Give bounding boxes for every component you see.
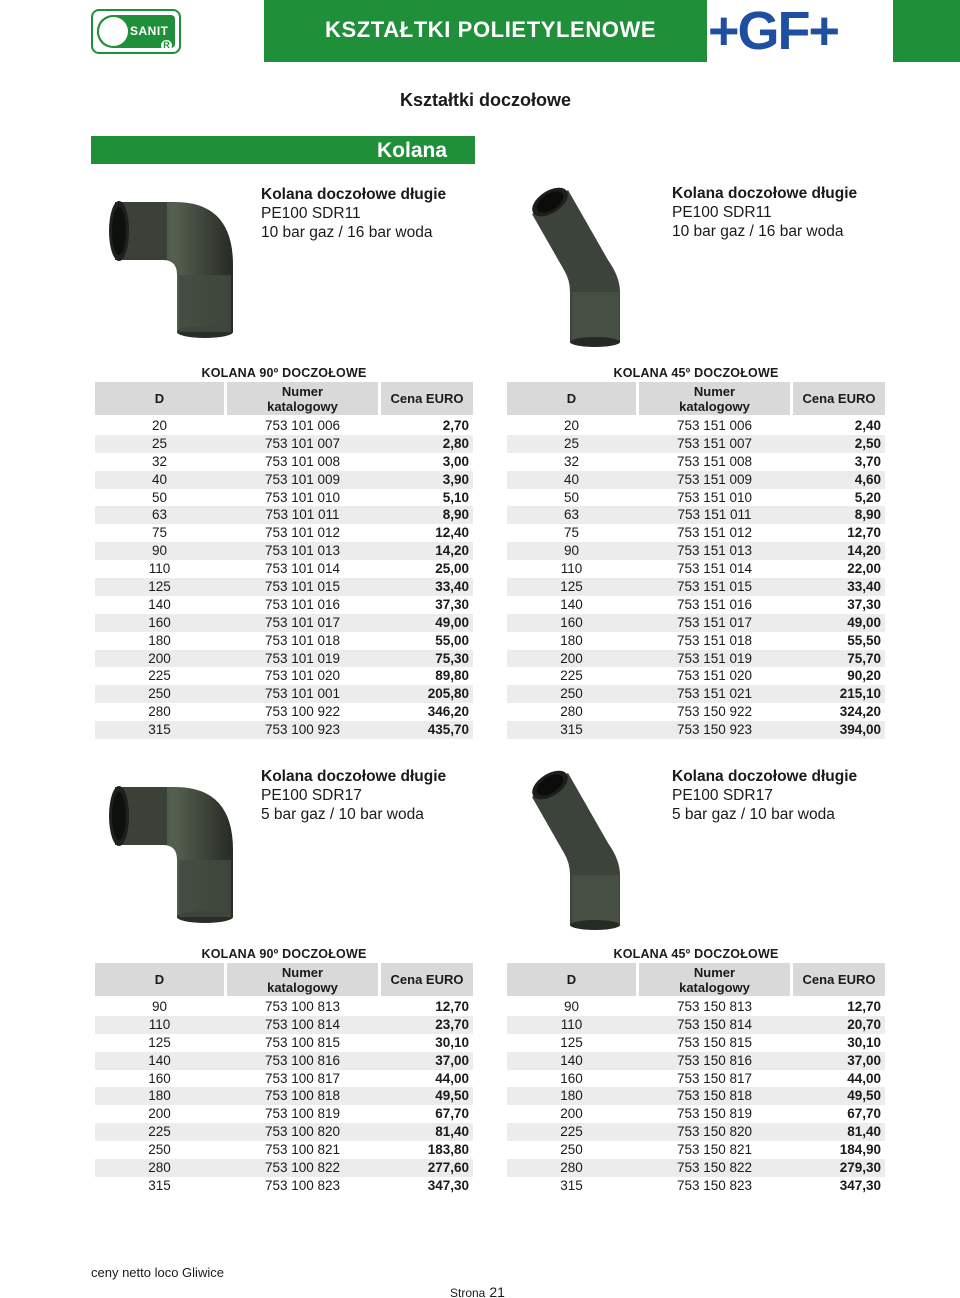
product-description	[261, 185, 446, 242]
column-header-price: Cena EURO	[793, 963, 885, 996]
table-row	[507, 650, 885, 668]
cell-catalog-number: 753 151 019	[676, 650, 753, 666]
table-row	[507, 685, 885, 703]
cell-diameter: 50	[151, 489, 168, 505]
price-table	[95, 366, 473, 746]
cell-catalog-number: 753 151 020	[676, 668, 753, 684]
cell-price: 184,90	[839, 1142, 881, 1158]
cell-catalog-number: 753 151 021	[676, 686, 753, 702]
cell-price: 33,40	[847, 579, 881, 595]
table-row	[95, 721, 473, 739]
cell-catalog-number: 753 151 007	[676, 435, 753, 451]
table-row	[507, 524, 885, 542]
cell-price: 8,90	[854, 507, 881, 523]
cell-price: 89,80	[435, 668, 469, 684]
cell-diameter: 140	[560, 596, 583, 612]
cell-catalog-number: 753 101 013	[264, 543, 341, 559]
table-header	[95, 382, 473, 415]
cell-diameter: 280	[560, 1160, 583, 1176]
cell-diameter: 315	[560, 722, 583, 738]
cell-price: 324,20	[839, 704, 881, 720]
cell-catalog-number: 753 151 006	[676, 418, 753, 433]
cell-diameter: 63	[563, 507, 580, 523]
cell-price: 37,00	[435, 1052, 469, 1068]
cell-diameter: 200	[560, 1106, 583, 1122]
cell-diameter: 315	[148, 722, 171, 738]
cell-catalog-number: 753 151 013	[676, 543, 753, 559]
product-description	[261, 767, 446, 824]
footer-note: ceny netto loco Gliwice	[91, 1265, 224, 1280]
cell-diameter: 125	[148, 579, 171, 595]
cell-diameter: 140	[148, 596, 171, 612]
product-spec: PE100 SDR17	[672, 787, 773, 804]
cell-diameter: 160	[148, 614, 171, 630]
product-title: Kolana doczołowe długie	[261, 186, 447, 203]
cell-price: 205,80	[427, 686, 469, 702]
table-row	[95, 453, 473, 471]
sanit-logo-text: SANIT	[130, 24, 169, 38]
column-header-d: D	[95, 382, 224, 415]
cell-price: 347,30	[427, 1177, 469, 1193]
cell-catalog-number: 753 101 017	[264, 614, 341, 630]
table-row	[95, 632, 473, 650]
cell-diameter: 90	[151, 543, 168, 559]
cell-price: 23,70	[435, 1016, 469, 1032]
cell-catalog-number: 753 100 814	[264, 1016, 341, 1032]
elbow-90-icon	[105, 180, 240, 340]
table-row	[507, 998, 885, 1016]
table-row	[507, 596, 885, 614]
cell-price: 55,00	[435, 632, 469, 648]
cell-price: 12,70	[847, 999, 881, 1014]
cell-price: 81,40	[435, 1124, 469, 1140]
column-header-d: D	[95, 963, 224, 996]
column-header-price: Cena EURO	[381, 382, 473, 415]
cell-catalog-number: 753 150 821	[676, 1142, 753, 1158]
cell-price: 14,20	[435, 543, 469, 559]
cell-catalog-number: 753 100 821	[264, 1142, 341, 1158]
table-row	[95, 596, 473, 614]
table-row	[507, 1034, 885, 1052]
table-row	[95, 489, 473, 507]
cell-diameter: 125	[560, 1034, 583, 1050]
product-pressure: 5 bar gaz / 10 bar woda	[261, 806, 424, 823]
cell-catalog-number: 753 150 820	[676, 1124, 753, 1140]
cell-price: 44,00	[847, 1070, 881, 1086]
table-caption: KOLANA 90º DOCZOŁOWE	[201, 366, 367, 380]
cell-catalog-number: 753 101 018	[264, 632, 341, 648]
cell-price: 37,30	[435, 596, 469, 612]
cell-diameter: 125	[148, 1034, 171, 1050]
cell-catalog-number: 753 101 008	[264, 453, 341, 469]
table-row	[95, 1177, 473, 1195]
cell-diameter: 225	[148, 1124, 171, 1140]
cell-diameter: 50	[563, 489, 580, 505]
cell-catalog-number: 753 100 923	[264, 722, 341, 738]
table-row	[507, 489, 885, 507]
cell-catalog-number: 753 151 011	[677, 507, 752, 523]
cell-catalog-number: 753 101 012	[264, 525, 341, 541]
cell-catalog-number: 753 100 822	[264, 1160, 341, 1176]
cell-price: 30,10	[435, 1034, 469, 1050]
cell-price: 5,20	[854, 489, 881, 505]
table-row	[507, 614, 885, 632]
cell-diameter: 315	[560, 1177, 583, 1193]
cell-diameter: 225	[560, 668, 583, 684]
cell-price: 2,50	[854, 435, 881, 451]
cell-catalog-number: 753 150 817	[676, 1070, 753, 1086]
table-body	[95, 998, 473, 1195]
cell-diameter: 200	[560, 650, 583, 666]
product-spec: PE100 SDR11	[261, 205, 361, 222]
cell-catalog-number: 753 151 015	[676, 579, 753, 595]
cell-catalog-number: 753 101 009	[264, 471, 341, 487]
cell-price: 49,00	[847, 614, 881, 630]
product-title: Kolana doczołowe długie	[672, 768, 858, 785]
table-caption: KOLANA 45º DOCZOŁOWE	[613, 947, 779, 961]
cell-diameter: 90	[563, 543, 580, 559]
cell-catalog-number: 753 150 823	[676, 1177, 753, 1193]
cell-price: 30,10	[847, 1034, 881, 1050]
cell-diameter: 63	[151, 507, 168, 523]
table-row	[95, 703, 473, 721]
product-description	[672, 767, 857, 824]
table-row	[95, 417, 473, 435]
cell-price: 2,70	[442, 418, 469, 433]
table-row	[507, 542, 885, 560]
cell-diameter: 20	[563, 418, 580, 433]
cell-catalog-number: 753 101 007	[264, 435, 341, 451]
cell-price: 394,00	[839, 722, 881, 738]
section-title: Kolana	[377, 139, 448, 162]
cell-diameter: 200	[148, 1106, 171, 1122]
cell-diameter: 110	[148, 561, 171, 577]
column-header-catalog: Numer katalogowy	[639, 963, 790, 996]
cell-catalog-number: 753 100 815	[264, 1034, 341, 1050]
cell-price: 37,00	[847, 1052, 881, 1068]
cell-diameter: 75	[151, 525, 168, 541]
table-row	[507, 703, 885, 721]
cell-catalog-number: 753 151 010	[676, 489, 753, 505]
table-row	[95, 1105, 473, 1123]
cell-catalog-number: 753 150 922	[676, 704, 753, 720]
table-row	[95, 506, 473, 524]
table-row	[507, 560, 885, 578]
table-header	[95, 963, 473, 996]
table-row	[507, 1070, 885, 1088]
cell-catalog-number: 753 100 817	[264, 1070, 341, 1086]
cell-diameter: 250	[560, 1142, 583, 1158]
cell-catalog-number: 753 100 823	[264, 1177, 341, 1193]
cell-diameter: 40	[151, 471, 168, 487]
cell-price: 33,40	[435, 579, 469, 595]
table-row	[95, 1087, 473, 1105]
cell-diameter: 110	[148, 1016, 171, 1032]
cell-catalog-number: 753 100 922	[264, 704, 341, 720]
table-caption: KOLANA 90º DOCZOŁOWE	[201, 947, 367, 961]
cell-catalog-number: 753 101 001	[264, 686, 341, 702]
cell-diameter: 140	[148, 1052, 171, 1068]
cell-price: 8,90	[442, 507, 469, 523]
cell-catalog-number: 753 101 019	[264, 650, 341, 666]
column-header-catalog: Numer katalogowy	[227, 382, 378, 415]
cell-catalog-number: 753 151 014	[676, 561, 753, 577]
cell-catalog-number: 753 151 009	[676, 471, 753, 487]
table-row	[95, 435, 473, 453]
table-row	[507, 1159, 885, 1177]
cell-price: 435,70	[427, 722, 469, 738]
cell-price: 49,50	[435, 1088, 469, 1104]
table-row	[95, 650, 473, 668]
price-table	[507, 366, 885, 746]
product-title: Kolana doczołowe długie	[261, 768, 447, 785]
table-row	[95, 1016, 473, 1034]
column-header-catalog: Numer katalogowy	[227, 963, 378, 996]
table-row	[95, 614, 473, 632]
table-header	[507, 963, 885, 996]
table-row	[95, 542, 473, 560]
cell-price: 2,80	[442, 435, 469, 451]
product-pressure: 10 bar gaz / 16 bar woda	[261, 224, 433, 241]
column-header-price: Cena EURO	[793, 382, 885, 415]
cell-price: 81,40	[847, 1124, 881, 1140]
table-row	[95, 471, 473, 489]
table-body	[507, 417, 885, 739]
table-row	[507, 453, 885, 471]
table-row	[507, 1141, 885, 1159]
table-row	[95, 1034, 473, 1052]
cell-catalog-number: 753 150 822	[676, 1160, 753, 1176]
cell-diameter: 160	[560, 614, 583, 630]
cell-price: 75,30	[435, 650, 469, 666]
cell-price: 346,20	[427, 704, 469, 720]
gf-logo: +GF+	[708, 1, 839, 61]
price-table	[507, 947, 885, 1197]
cell-diameter: 32	[151, 453, 168, 469]
cell-catalog-number: 753 151 017	[676, 614, 753, 630]
cell-diameter: 180	[560, 632, 583, 648]
cell-price: 14,20	[847, 543, 881, 559]
column-header-price: Cena EURO	[381, 963, 473, 996]
cell-price: 5,10	[442, 489, 469, 505]
price-table	[95, 947, 473, 1197]
header-title: KSZTAŁTKI POLIETYLENOWE	[325, 17, 657, 42]
cell-price: 37,30	[847, 596, 881, 612]
cell-diameter: 250	[148, 686, 171, 702]
cell-price: 347,30	[839, 1177, 881, 1193]
product-title: Kolana doczołowe długie	[672, 185, 858, 202]
cell-diameter: 250	[560, 686, 583, 702]
cell-catalog-number: 753 150 813	[676, 999, 753, 1014]
cell-diameter: 180	[148, 632, 171, 648]
cell-diameter: 225	[560, 1124, 583, 1140]
table-row	[95, 578, 473, 596]
cell-price: 279,30	[839, 1160, 881, 1176]
table-row	[95, 1123, 473, 1141]
table-row	[95, 1159, 473, 1177]
elbow-45-icon	[520, 182, 635, 347]
cell-price: 4,60	[854, 471, 881, 487]
cell-catalog-number: 753 101 020	[264, 668, 341, 684]
page-heading: Kształtki doczołowe	[400, 90, 572, 110]
cell-diameter: 90	[151, 999, 168, 1014]
table-row	[507, 506, 885, 524]
table-row	[507, 1123, 885, 1141]
product-spec: PE100 SDR17	[261, 787, 362, 804]
cell-catalog-number: 753 100 820	[264, 1124, 341, 1140]
cell-catalog-number: 753 150 923	[676, 722, 753, 738]
registered-mark: R	[161, 40, 172, 51]
table-header	[507, 382, 885, 415]
cell-catalog-number: 753 150 814	[676, 1016, 753, 1032]
cell-catalog-number: 753 150 815	[676, 1034, 753, 1050]
cell-diameter: 280	[148, 704, 171, 720]
cell-price: 277,60	[427, 1160, 469, 1176]
product-spec: PE100 SDR11	[672, 204, 772, 221]
table-row	[95, 524, 473, 542]
table-caption: KOLANA 45º DOCZOŁOWE	[613, 366, 779, 380]
cell-catalog-number: 753 151 008	[676, 453, 753, 469]
table-row	[507, 667, 885, 685]
cell-catalog-number: 753 101 011	[265, 507, 340, 523]
cell-price: 215,10	[839, 686, 881, 702]
table-row	[95, 667, 473, 685]
table-row	[95, 1141, 473, 1159]
cell-diameter: 110	[560, 561, 583, 577]
page-header	[0, 0, 960, 62]
column-header-d: D	[507, 963, 636, 996]
table-body	[507, 998, 885, 1195]
table-row	[95, 1052, 473, 1070]
cell-catalog-number: 753 101 006	[264, 418, 341, 433]
cell-price: 25,00	[435, 561, 469, 577]
product-description	[672, 184, 857, 241]
cell-price: 12,40	[435, 525, 469, 541]
table-row	[95, 1070, 473, 1088]
cell-catalog-number: 753 100 813	[264, 999, 341, 1014]
table-row	[507, 417, 885, 435]
table-row	[507, 578, 885, 596]
cell-diameter: 160	[560, 1070, 583, 1086]
cell-diameter: 75	[563, 525, 580, 541]
cell-price: 12,70	[435, 999, 469, 1014]
cell-price: 12,70	[847, 525, 881, 541]
table-row	[507, 1105, 885, 1123]
column-header-d: D	[507, 382, 636, 415]
table-row	[507, 1087, 885, 1105]
product-pressure: 5 bar gaz / 10 bar woda	[672, 806, 835, 823]
cell-catalog-number: 753 151 012	[676, 525, 753, 541]
table-row	[95, 560, 473, 578]
cell-catalog-number: 753 151 016	[676, 596, 753, 612]
elbow-90-icon	[105, 765, 240, 925]
table-body	[95, 417, 473, 739]
table-row	[507, 632, 885, 650]
cell-diameter: 225	[148, 668, 171, 684]
cell-price: 183,80	[427, 1142, 469, 1158]
cell-diameter: 25	[563, 435, 580, 451]
table-row	[507, 721, 885, 739]
cell-diameter: 32	[563, 453, 580, 469]
cell-diameter: 250	[148, 1142, 171, 1158]
cell-diameter: 90	[563, 999, 580, 1014]
cell-diameter: 25	[151, 435, 168, 451]
table-row	[507, 1177, 885, 1195]
sanit-logo	[91, 9, 181, 54]
cell-diameter: 315	[148, 1177, 171, 1193]
page-number	[450, 1284, 505, 1298]
table-row	[95, 998, 473, 1016]
cell-price: 75,70	[847, 650, 881, 666]
cell-diameter: 200	[148, 650, 171, 666]
table-row	[507, 1052, 885, 1070]
cell-catalog-number: 753 151 018	[676, 632, 753, 648]
cell-price: 49,50	[847, 1088, 881, 1104]
cell-price: 90,20	[847, 668, 881, 684]
cell-price: 67,70	[847, 1106, 881, 1122]
cell-catalog-number: 753 101 014	[264, 561, 341, 577]
product-pressure: 10 bar gaz / 16 bar woda	[672, 223, 844, 240]
cell-diameter: 160	[148, 1070, 171, 1086]
cell-price: 44,00	[435, 1070, 469, 1086]
cell-catalog-number: 753 100 818	[264, 1088, 341, 1104]
cell-price: 49,00	[435, 614, 469, 630]
table-row	[507, 435, 885, 453]
cell-price: 3,70	[854, 453, 881, 469]
table-row	[507, 1016, 885, 1034]
table-row	[507, 471, 885, 489]
cell-diameter: 180	[560, 1088, 583, 1104]
cell-catalog-number: 753 150 816	[676, 1052, 753, 1068]
cell-catalog-number: 753 100 819	[264, 1106, 341, 1122]
cell-diameter: 140	[560, 1052, 583, 1068]
cell-catalog-number: 753 150 819	[676, 1106, 753, 1122]
cell-diameter: 280	[148, 1160, 171, 1176]
cell-price: 22,00	[847, 561, 881, 577]
cell-diameter: 180	[148, 1088, 171, 1104]
cell-price: 3,90	[442, 471, 469, 487]
cell-price: 55,50	[847, 632, 881, 648]
table-row	[95, 685, 473, 703]
elbow-45-icon	[520, 765, 635, 930]
cell-catalog-number: 753 101 016	[264, 596, 341, 612]
cell-catalog-number: 753 101 015	[264, 579, 341, 595]
cell-price: 67,70	[435, 1106, 469, 1122]
cell-price: 20,70	[847, 1016, 881, 1032]
cell-price: 3,00	[442, 453, 469, 469]
cell-catalog-number: 753 101 010	[264, 489, 341, 505]
page-label: Strona	[450, 1286, 486, 1298]
cell-diameter: 280	[560, 704, 583, 720]
cell-diameter: 40	[563, 471, 580, 487]
page-number-value: 21	[489, 1284, 505, 1298]
cell-price: 2,40	[854, 418, 881, 433]
cell-catalog-number: 753 100 816	[264, 1052, 341, 1068]
column-header-catalog: Numer katalogowy	[639, 382, 790, 415]
cell-diameter: 125	[560, 579, 583, 595]
cell-catalog-number: 753 150 818	[676, 1088, 753, 1104]
cell-diameter: 110	[560, 1016, 583, 1032]
cell-diameter: 20	[151, 418, 168, 433]
